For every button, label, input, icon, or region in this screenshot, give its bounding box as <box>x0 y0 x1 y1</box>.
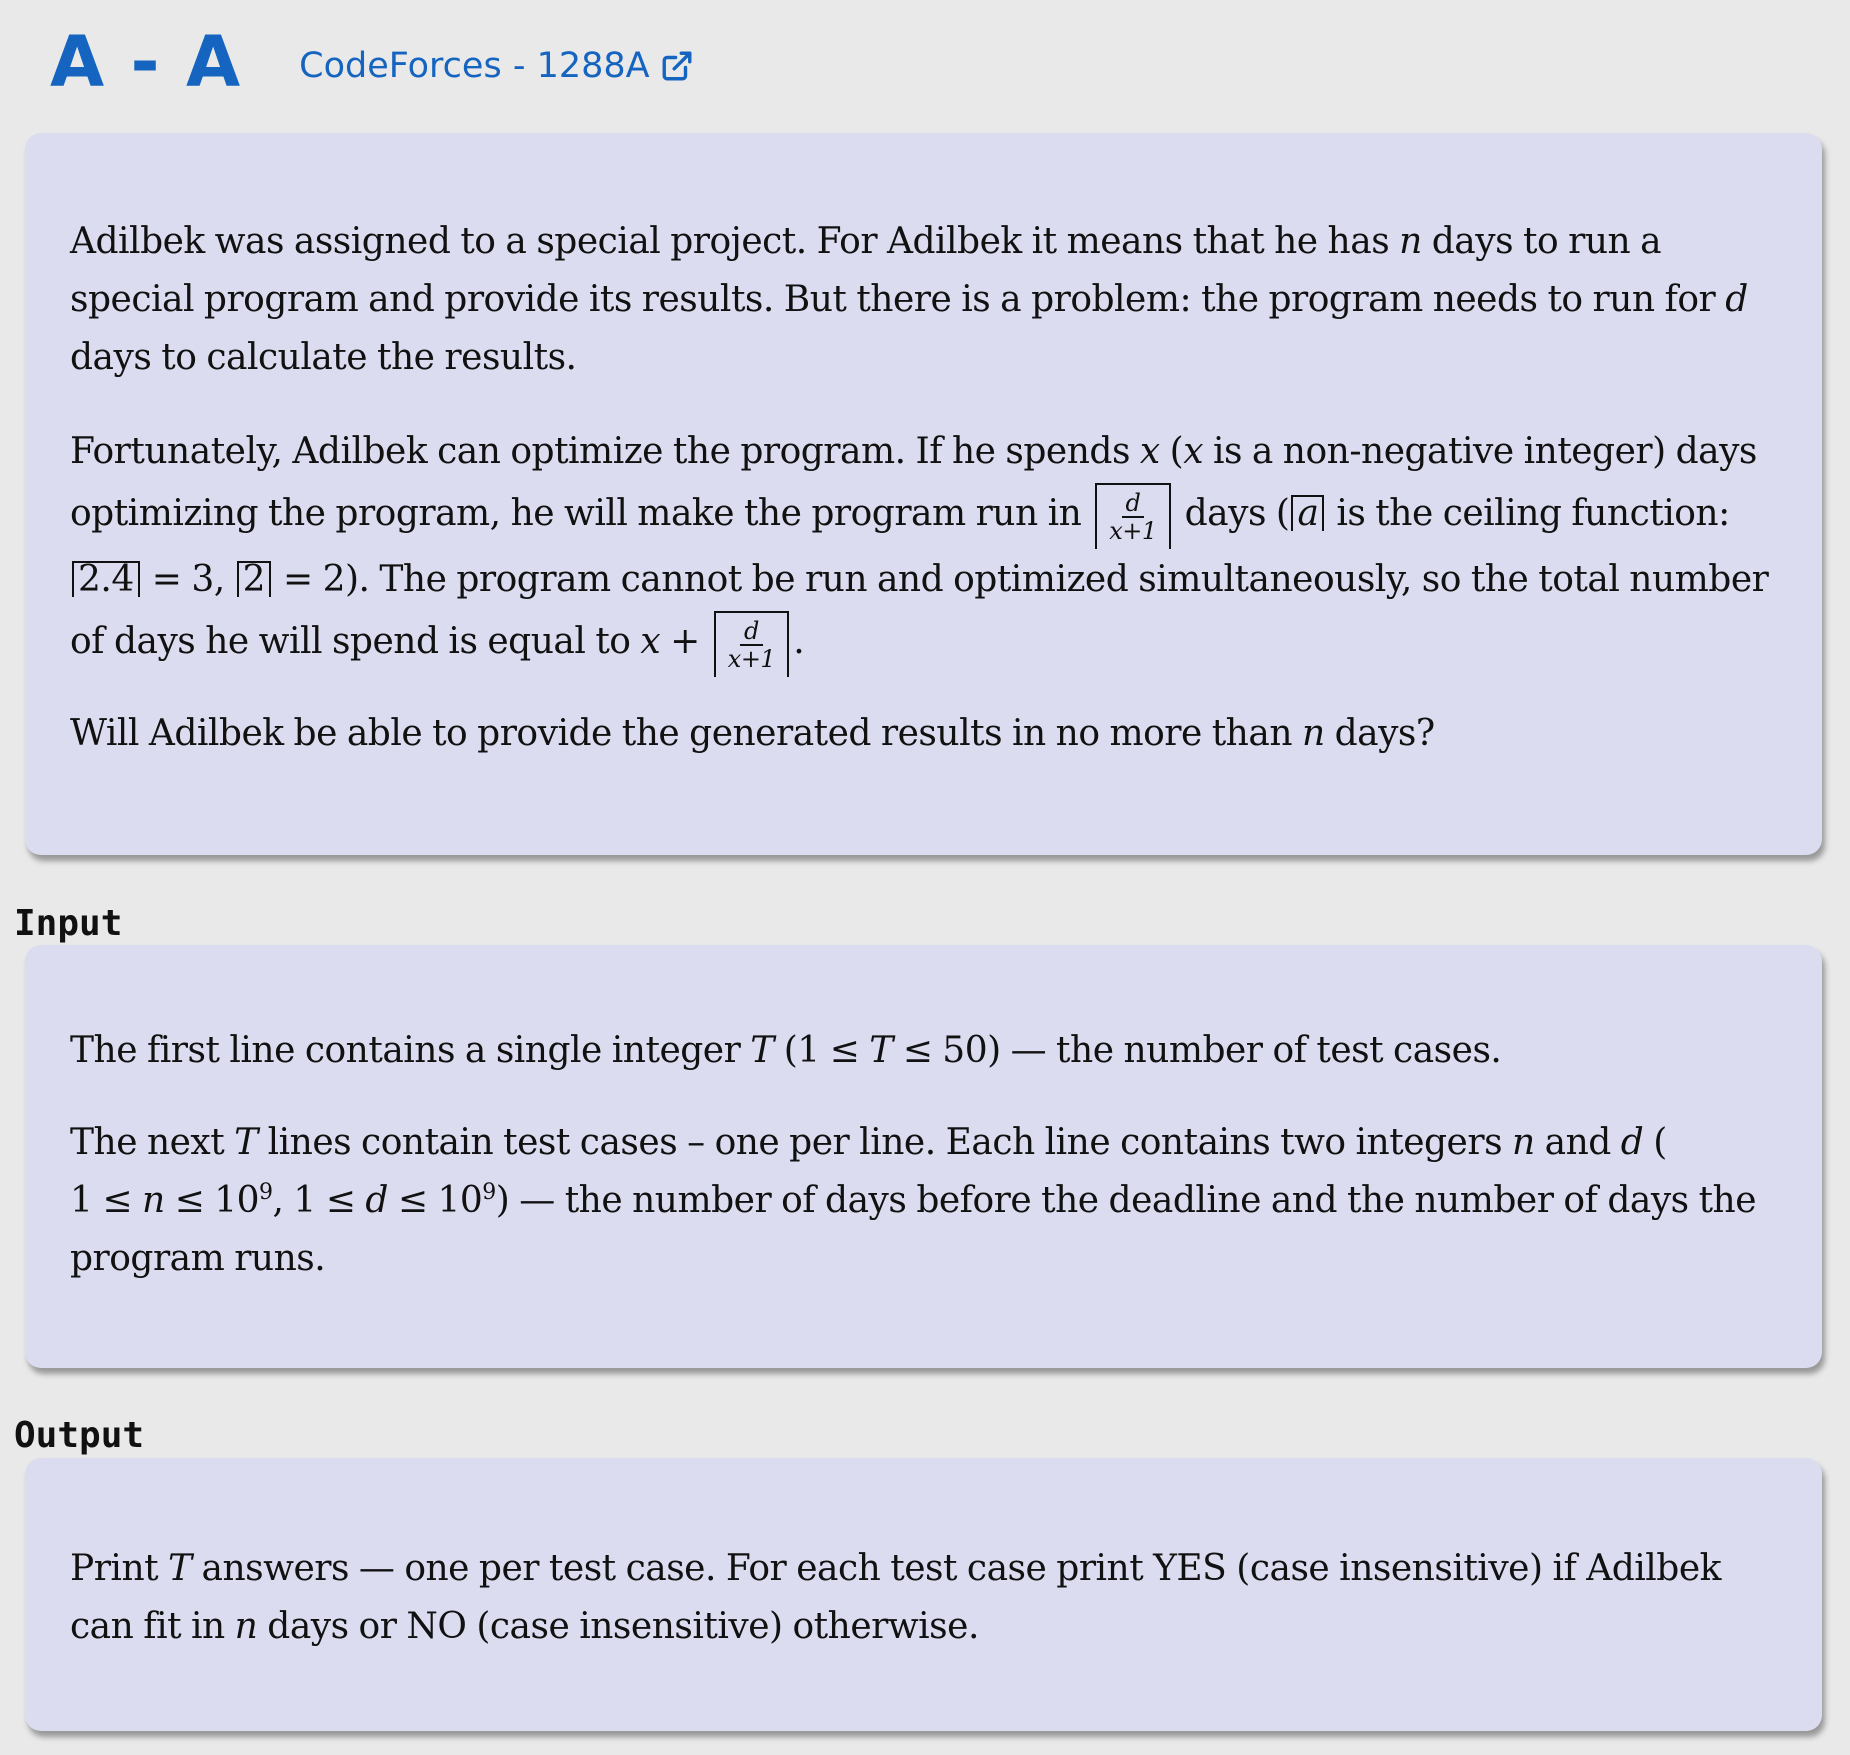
output-heading: Output <box>14 1415 145 1456</box>
source-link-label: CodeForces - 1288A <box>299 46 650 86</box>
statement-panel <box>25 133 1822 855</box>
output-panel <box>25 1458 1822 1731</box>
problem-title: A - A <box>50 21 242 103</box>
statement-paragraph-1: Adilbek was assigned to a special project. For Adilbek it means that he has n days to run a special program and provide its results. But there is a problem: the program needs to run for d days to calculate the results. <box>70 221 1748 378</box>
page-header <box>50 12 694 112</box>
source-link[interactable] <box>299 46 693 86</box>
input-heading: Input <box>14 903 123 944</box>
input-panel <box>25 945 1822 1368</box>
input-paragraph-1: The first line contains a single integer T (1 ≤ T ≤ 50) — the number of test cases. <box>70 1030 1502 1071</box>
output-paragraph-1: Print T answers — one per test case. For each test case print YES (case insensitive) if Adilbek can fit in n days or NO (case insensitive) otherwise. <box>70 1548 1721 1647</box>
statement-paragraph-3: Will Adilbek be able to provide the generated results in no more than n days? <box>70 713 1435 754</box>
input-paragraph-2: The next T lines contain test cases – one per line. Each line contains two integers n and d ( $1 \le n \le 10^9$, $1 \le d \le 10^9$) — the number of days before the deadline and the number of days the program runs. <box>70 1122 1757 1279</box>
external-link-icon <box>660 49 694 83</box>
ceil-fraction-2: $\frac{d}{x+1}$ <box>714 611 789 677</box>
statement-paragraph-2: Fortunately, Adilbek can optimize the program. If he spends x (x is a non-negative integer) days optimizing the program, he will make the program run in $\frac{d}{x+1}$ days ( a is the ceiling function: 2.4 = 3, 2 = 2). The program cannot be run and optimized simultaneously, so the total number of days he will spend is equal to x + $\frac{d}{x+1}$ . <box>70 421 1782 677</box>
ceil-fraction: $\frac{d}{x+1}$ <box>1095 483 1170 549</box>
